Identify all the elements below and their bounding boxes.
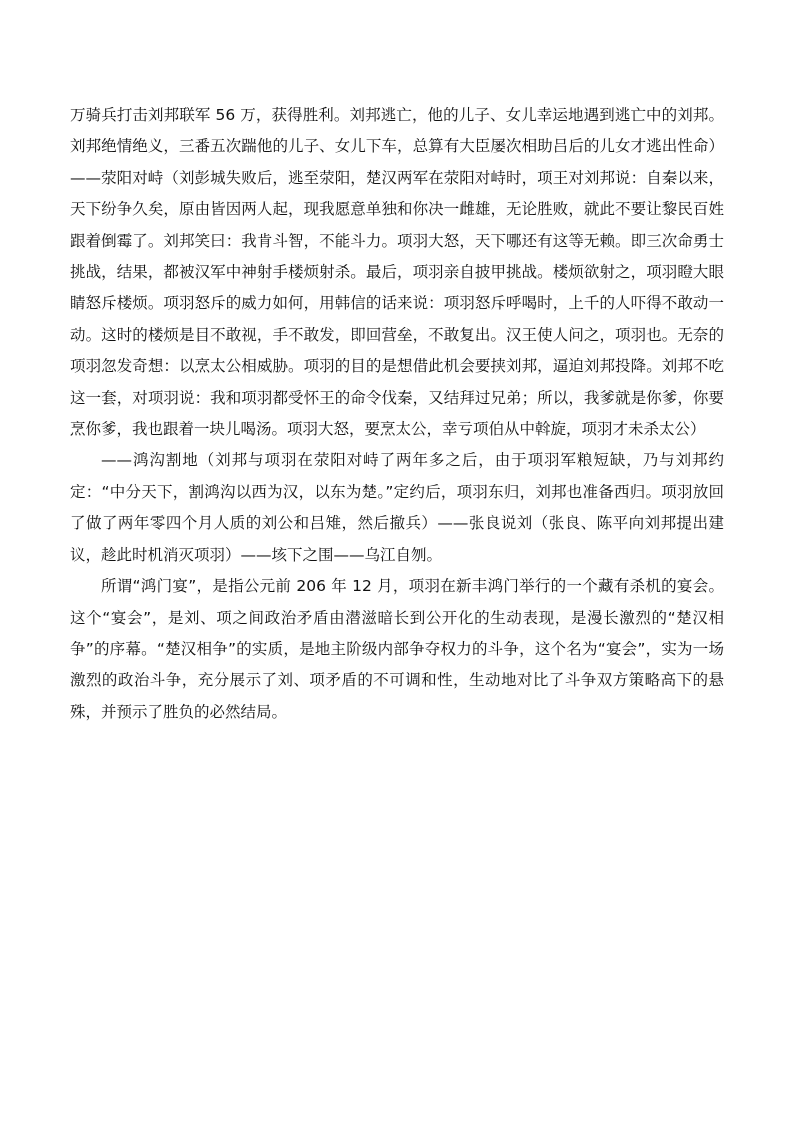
paragraph-3: 所谓“鸿门宴”，是指公元前 206 年 12 月，项羽在新丰鸿门举行的一个藏有杀机的宴会。这个“宴会”，是刘、项之间政治矛盾由潜滋暗长到公开化的生动表现，是漫长激烈的“楚汉相争”的序幕。“楚汉相争”的实质，是地主阶级内部争夺权力的斗争，这个名为“宴会”，实为一场激烈的政治斗争，充分展示了刘、项矛盾的不可调和性，生动地对比了斗争双方策略高下的悬殊，并预示了胜负的必然结局。 — [70, 577, 724, 721]
paragraph-2: ——鸿沟割地（刘邦与项羽在荥阳对峙了两年多之后，由于项羽军粮短缺，乃与刘邦约定：“中分天下，割鸿沟以西为汉，以东为楚。”定约后，项羽东归，刘邦也准备西归。项羽放回了做了两年零四个月人质的刘公和吕雉，然后撤兵）——张良说刘（张良、陈平向刘邦提出建议，趁此时机消灭项羽）——垓下之围——乌江自刎。 — [70, 451, 724, 564]
document-body — [70, 100, 724, 728]
paragraph-1: 万骑兵打击刘邦联军 56 万，获得胜利。刘邦逃亡，他的儿子、女儿幸运地遇到逃亡中的刘邦。刘邦绝情绝义，三番五次踹他的儿子、女儿下车，总算有大臣屡次相助吕后的儿女才逃出性命）——荥阳对峙（刘彭城失败后，逃至荥阳，楚汉两军在荥阳对峙时，项王对刘邦说：自秦以来，天下纷争久矣，原由皆因两人起，现我愿意单独和你决一雌雄，无论胜败，就此不要让黎民百姓跟着倒霉了。刘邦笑曰：我肯斗智，不能斗力。项羽大怒，天下哪还有这等无赖。即三次命勇士挑战，结果，都被汉军中神射手楼烦射杀。最后，项羽亲自披甲挑战。楼烦欲射之，项羽瞪大眼睛怒斥楼烦。项羽怒斥的威力如何，用韩信的话来说：项羽怒斥呼喝时，上千的人吓得不敢动一动。这时的楼烦是目不敢视，手不敢发，即回营垒，不敢复出。汉王使人问之，项羽也。无奈的项羽忽发奇想：以烹太公相威胁。项羽的目的是想借此机会要挟刘邦，逼迫刘邦投降。刘邦不吃这一套，对项羽说：我和项羽都受怀王的命令伐秦，又结拜过兄弟；所以，我爹就是你爹，你要烹你爹，我也跟着一块儿喝汤。项羽大怒，要烹太公，幸亏项伯从中斡旋，项羽才未杀太公） — [70, 106, 724, 439]
